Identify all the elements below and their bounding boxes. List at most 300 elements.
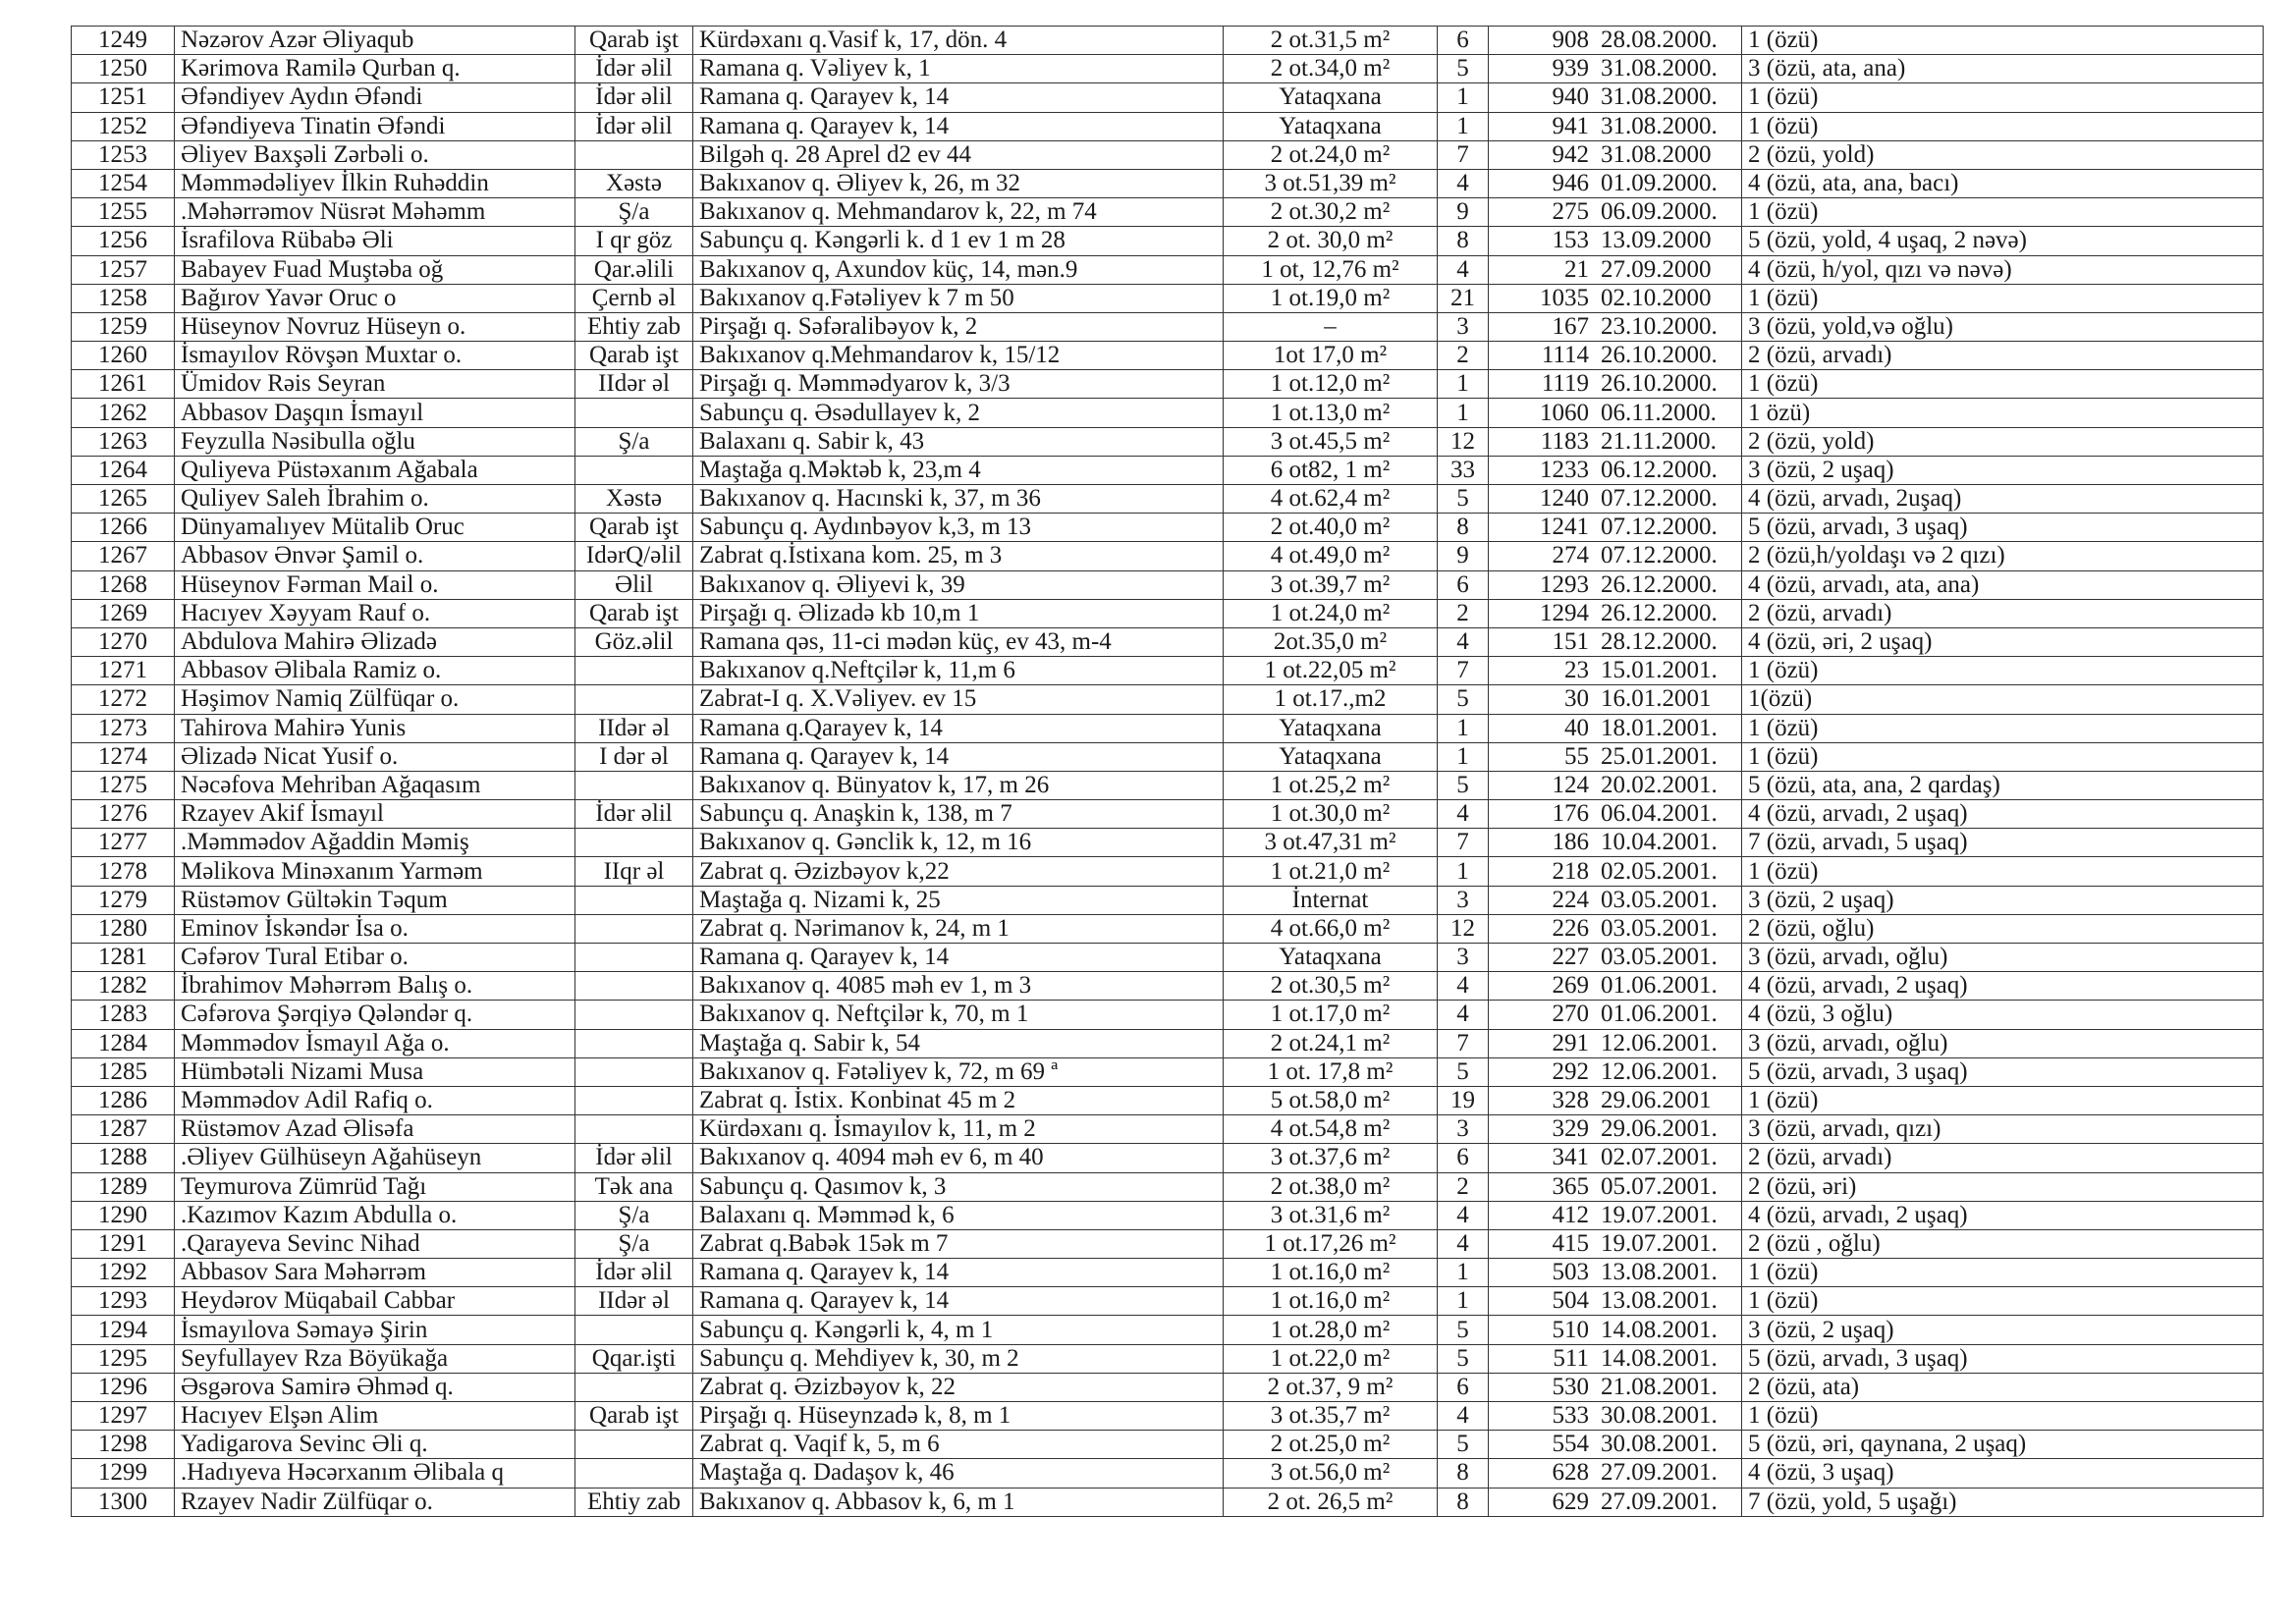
full-name-cell: Əlizadə Nicat Yusif o.	[175, 742, 575, 771]
registration-date: 29.06.2001	[1601, 1087, 1712, 1114]
full-name-cell: Kərimova Ramilə Qurban q.	[175, 55, 575, 83]
registration-cell	[1489, 399, 1742, 427]
full-name-cell: .Məmmədov Ağaddin Məmiş	[175, 829, 575, 857]
category-cell	[575, 456, 693, 484]
category-cell: I qr göz	[575, 227, 693, 255]
living-area-cell: İnternat	[1224, 886, 1438, 914]
registration-number: 153	[1552, 227, 1589, 254]
living-area-cell: 1 ot.16,0 m²	[1224, 1259, 1438, 1287]
family-count-cell: 4	[1438, 1229, 1489, 1258]
registration-cell	[1489, 599, 1742, 627]
registration-date: 03.05.2001.	[1601, 944, 1718, 971]
family-composition-cell: 1 (özü)	[1742, 742, 2264, 771]
registration-cell	[1489, 112, 1742, 140]
category-cell	[575, 657, 693, 685]
address-cell: Ramana q. Qarayev k, 14	[693, 83, 1224, 112]
full-name-cell: Abdulova Mahirə Əlizadə	[175, 627, 575, 656]
address-cell: Bakıxanov q. Neftçilər k, 70, m 1	[693, 1001, 1224, 1029]
row-number-cell: 1270	[72, 627, 175, 656]
family-count-cell: 12	[1438, 914, 1489, 943]
registration-cell	[1489, 714, 1742, 742]
registration-date: 21.08.2001.	[1601, 1373, 1718, 1400]
row-number-cell: 1279	[72, 886, 175, 914]
living-area-cell: 1 ot.19,0 m²	[1224, 284, 1438, 312]
registration-date: 10.04.2001.	[1601, 829, 1718, 856]
table-row	[72, 27, 2264, 55]
address-cell: Bakıxanov q. Hacınski k, 37, m 36	[693, 485, 1224, 514]
address-cell: Bakıxanov q. 4085 məh ev 1, m 3	[693, 972, 1224, 1001]
address-cell: Zabrat q. İstix. Konbinat 45 m 2	[693, 1086, 1224, 1114]
family-count-cell: 9	[1438, 542, 1489, 570]
registration-cell	[1489, 685, 1742, 714]
family-composition-cell: 2 (özü, oğlu)	[1742, 914, 2264, 943]
registration-number: 227	[1552, 944, 1589, 971]
family-composition-cell: 4 (özü, arvadı, ata, ana)	[1742, 570, 2264, 599]
registration-date: 31.08.2000.	[1601, 83, 1718, 111]
family-composition-cell: 2 (özü, arvadı)	[1742, 1144, 2264, 1172]
living-area-cell: Yataqxana	[1224, 944, 1438, 972]
table-row	[72, 1259, 2264, 1287]
registration-date: 21.11.2000.	[1601, 427, 1717, 455]
registration-number: 341	[1552, 1144, 1589, 1171]
registration-number: 365	[1552, 1172, 1589, 1200]
table-row	[72, 714, 2264, 742]
row-number-cell: 1289	[72, 1172, 175, 1201]
registration-cell	[1489, 1115, 1742, 1144]
row-number-cell: 1267	[72, 542, 175, 570]
family-count-cell: 1	[1438, 370, 1489, 399]
registration-cell	[1489, 1172, 1742, 1201]
table-row	[72, 1287, 2264, 1316]
table-row	[72, 427, 2264, 456]
living-area-cell: 2 ot.24,1 m²	[1224, 1029, 1438, 1057]
family-count-cell: 5	[1438, 1431, 1489, 1459]
family-count-cell: 6	[1438, 1373, 1489, 1401]
full-name-cell: Ümidov Rəis Seyran	[175, 370, 575, 399]
table-row	[72, 1431, 2264, 1459]
family-count-cell: 4	[1438, 800, 1489, 829]
category-cell: İdər əlil	[575, 55, 693, 83]
address-cell: Ramana q. Qarayev k, 14	[693, 944, 1224, 972]
full-name-cell: İsrafilova Rübabə Əli	[175, 227, 575, 255]
address-cell: Bakıxanov q. Əliyev k, 26, m 32	[693, 169, 1224, 197]
family-composition-cell: 1 (özü)	[1742, 284, 2264, 312]
registration-cell	[1489, 829, 1742, 857]
registration-cell	[1489, 857, 1742, 886]
address-cell: Sabunçu q. Əsədullayev k, 2	[693, 399, 1224, 427]
registration-number: 628	[1552, 1459, 1589, 1487]
category-cell: İdər əlil	[575, 1144, 693, 1172]
family-count-cell: 4	[1438, 972, 1489, 1001]
family-count-cell: 6	[1438, 27, 1489, 55]
address-cell: Bakıxanov q, Axundov küç, 14, mən.9	[693, 255, 1224, 284]
address-cell: Ramana qəs, 11-ci mədən küç, ev 43, m-4	[693, 627, 1224, 656]
family-composition-cell: 5 (özü, arvadı, 3 uşaq)	[1742, 1057, 2264, 1086]
row-number-cell: 1280	[72, 914, 175, 943]
registration-number: 186	[1552, 829, 1589, 856]
living-area-cell: 1 ot.17,26 m²	[1224, 1229, 1438, 1258]
row-number-cell: 1293	[72, 1287, 175, 1316]
full-name-cell: Məmmədov Adil Rafiq o.	[175, 1086, 575, 1114]
address-cell: Pirşağı q. Məmmədyarov k, 3/3	[693, 370, 1224, 399]
table-row	[72, 657, 2264, 685]
registration-number: 151	[1552, 628, 1589, 656]
row-number-cell: 1288	[72, 1144, 175, 1172]
row-number-cell: 1284	[72, 1029, 175, 1057]
registration-date: 01.06.2001.	[1601, 972, 1718, 1000]
registration-cell	[1489, 1459, 1742, 1488]
full-name-cell: Məmmədəliyev İlkin Ruhəddin	[175, 169, 575, 197]
registration-date: 06.11.2000.	[1601, 399, 1717, 426]
registration-date: 05.07.2001.	[1601, 1172, 1718, 1200]
full-name-cell: Bağırov Yavər Oruc o	[175, 284, 575, 312]
table-row	[72, 514, 2264, 542]
table-row	[72, 1172, 2264, 1201]
address-cell: Pirşağı q. Hüseynzadə k, 8, m 1	[693, 1402, 1224, 1431]
address-cell: Ramana q. Qarayev k, 14	[693, 1259, 1224, 1287]
category-cell	[575, 1431, 693, 1459]
living-area-cell: 2 ot.24,0 m²	[1224, 140, 1438, 169]
registration-cell	[1489, 914, 1742, 943]
table-row	[72, 1001, 2264, 1029]
registration-cell	[1489, 1086, 1742, 1114]
registration-cell	[1489, 1229, 1742, 1258]
address-cell: Pirşağı q. Əlizadə kb 10,m 1	[693, 599, 1224, 627]
living-area-cell: Yataqxana	[1224, 112, 1438, 140]
full-name-cell: Hacıyev Elşən Alim	[175, 1402, 575, 1431]
registration-number: 1119	[1541, 370, 1589, 398]
full-name-cell: Əsgərova Samirə Əhməd q.	[175, 1373, 575, 1401]
table-row	[72, 1029, 2264, 1057]
full-name-cell: Rzayev Nadir Zülfüqar o.	[175, 1488, 575, 1516]
family-count-cell: 1	[1438, 1287, 1489, 1316]
full-name-cell: Quliyeva Püstəxanım Ağabala	[175, 456, 575, 484]
category-cell: Xəstə	[575, 169, 693, 197]
registration-date: 18.01.2001.	[1601, 714, 1718, 741]
registration-number: 1240	[1540, 485, 1589, 513]
full-name-cell: Abbasov Daşqın İsmayıl	[175, 399, 575, 427]
full-name-cell: Məlikova Minəxanım Yarməm	[175, 857, 575, 886]
address-cell: Maştağa q.Məktəb k, 23,m 4	[693, 456, 1224, 484]
living-area-cell: 2 ot.38,0 m²	[1224, 1172, 1438, 1201]
registration-date: 27.09.2001.	[1601, 1459, 1718, 1487]
category-cell	[575, 1373, 693, 1401]
full-name-cell: Feyzulla Nəsibulla oğlu	[175, 427, 575, 456]
table-row	[72, 198, 2264, 227]
table-row	[72, 342, 2264, 370]
registration-date: 14.08.2001.	[1601, 1316, 1718, 1343]
full-name-cell: Əfəndiyeva Tinatin Əfəndi	[175, 112, 575, 140]
row-number-cell: 1250	[72, 55, 175, 83]
registration-cell	[1489, 198, 1742, 227]
registration-cell	[1489, 1057, 1742, 1086]
registration-cell	[1489, 342, 1742, 370]
family-composition-cell: 2 (özü, ata)	[1742, 1373, 2264, 1401]
family-count-cell: 1	[1438, 83, 1489, 112]
registration-date: 13.09.2000	[1601, 227, 1712, 254]
row-number-cell: 1272	[72, 685, 175, 714]
address-cell: Zabrat q. Nərimanov k, 24, m 1	[693, 914, 1224, 943]
registration-cell	[1489, 514, 1742, 542]
living-area-cell: 3 ot.51,39 m²	[1224, 169, 1438, 197]
family-count-cell: 6	[1438, 570, 1489, 599]
full-name-cell: Yadigarova Sevinc Əli q.	[175, 1431, 575, 1459]
living-area-cell: 4 ot.54,8 m²	[1224, 1115, 1438, 1144]
registration-cell	[1489, 83, 1742, 112]
living-area-cell: 4 ot.62,4 m²	[1224, 485, 1438, 514]
row-number-cell: 1256	[72, 227, 175, 255]
category-cell: I dər əl	[575, 742, 693, 771]
living-area-cell: 5 ot.58,0 m²	[1224, 1086, 1438, 1114]
registration-number: 533	[1552, 1402, 1589, 1430]
row-number-cell: 1297	[72, 1402, 175, 1431]
family-count-cell: 5	[1438, 1057, 1489, 1086]
living-area-cell: 1 ot.17.,m2	[1224, 685, 1438, 714]
full-name-cell: Rzayev Akif İsmayıl	[175, 800, 575, 829]
registration-date: 01.06.2001.	[1601, 1001, 1718, 1028]
living-area-cell: 1ot 17,0 m²	[1224, 342, 1438, 370]
row-number-cell: 1277	[72, 829, 175, 857]
registration-cell	[1489, 886, 1742, 914]
category-cell: Qqar.işti	[575, 1344, 693, 1373]
category-cell	[575, 771, 693, 799]
family-composition-cell: 3 (özü, yold,və oğlu)	[1742, 312, 2264, 341]
category-cell	[575, 914, 693, 943]
living-area-cell: 1 ot.24,0 m²	[1224, 599, 1438, 627]
registration-number: 1294	[1540, 599, 1589, 626]
table-row	[72, 456, 2264, 484]
row-number-cell: 1263	[72, 427, 175, 456]
table-row	[72, 284, 2264, 312]
row-number-cell: 1290	[72, 1201, 175, 1229]
category-cell: Qar.əlili	[575, 255, 693, 284]
full-name-cell: İsmayılov Rövşən Muxtar o.	[175, 342, 575, 370]
family-composition-cell: 4 (özü, ata, ana, bacı)	[1742, 169, 2264, 197]
registration-number: 1114	[1541, 342, 1589, 369]
full-name-cell: Eminov İskəndər İsa o.	[175, 914, 575, 943]
family-composition-cell: 2 (özü, yold)	[1742, 140, 2264, 169]
row-number-cell: 1259	[72, 312, 175, 341]
family-count-cell: 7	[1438, 657, 1489, 685]
living-area-cell: –	[1224, 312, 1438, 341]
row-number-cell: 1269	[72, 599, 175, 627]
row-number-cell: 1285	[72, 1057, 175, 1086]
row-number-cell: 1300	[72, 1488, 175, 1516]
address-cell: Zabrat q.İstixana kom. 25, m 3	[693, 542, 1224, 570]
registration-date: 31.08.2000.	[1601, 55, 1718, 82]
registration-date: 26.12.2000.	[1601, 599, 1718, 626]
table-row	[72, 1201, 2264, 1229]
registration-date: 06.12.2000.	[1601, 456, 1718, 483]
category-cell	[575, 886, 693, 914]
registration-cell	[1489, 542, 1742, 570]
registration-cell	[1489, 140, 1742, 169]
row-number-cell: 1281	[72, 944, 175, 972]
family-count-cell: 8	[1438, 227, 1489, 255]
row-number-cell: 1283	[72, 1001, 175, 1029]
table-row	[72, 227, 2264, 255]
family-composition-cell: 5 (özü, arvadı, 3 uşaq)	[1742, 1344, 2264, 1373]
address-cell: Ramana q. Vəliyev k, 1	[693, 55, 1224, 83]
registration-number: 412	[1552, 1201, 1589, 1228]
family-composition-cell: 1 (özü)	[1742, 1402, 2264, 1431]
category-cell	[575, 1115, 693, 1144]
registration-date: 19.07.2001.	[1601, 1229, 1718, 1257]
living-area-cell: 1 ot, 12,76 m²	[1224, 255, 1438, 284]
row-number-cell: 1287	[72, 1115, 175, 1144]
family-count-cell: 7	[1438, 829, 1489, 857]
registration-number: 328	[1552, 1087, 1589, 1114]
table-row	[72, 169, 2264, 197]
address-cell: Pirşağı q. Səfəralibəyov k, 2	[693, 312, 1224, 341]
family-composition-cell: 5 (özü, arvadı, 3 uşaq)	[1742, 514, 2264, 542]
table-row	[72, 1229, 2264, 1258]
category-cell: İdər əlil	[575, 83, 693, 112]
registration-number: 941	[1552, 112, 1589, 139]
family-composition-cell: 4 (özü, h/yol, qızı və nəvə)	[1742, 255, 2264, 284]
table-row	[72, 399, 2264, 427]
table-row	[72, 255, 2264, 284]
row-number-cell: 1252	[72, 112, 175, 140]
registration-cell	[1489, 944, 1742, 972]
full-name-cell: Tahirova Mahirə Yunis	[175, 714, 575, 742]
family-composition-cell: 4 (özü, arvadı, 2 uşaq)	[1742, 1201, 2264, 1229]
family-composition-cell: 2 (özü, əri)	[1742, 1172, 2264, 1201]
registration-cell	[1489, 657, 1742, 685]
row-number-cell: 1298	[72, 1431, 175, 1459]
row-number-cell: 1275	[72, 771, 175, 799]
family-composition-cell: 1 (özü)	[1742, 657, 2264, 685]
living-area-cell: 2 ot.25,0 m²	[1224, 1431, 1438, 1459]
full-name-cell: Babayev Fuad Muştəba oğ	[175, 255, 575, 284]
table-row	[72, 83, 2264, 112]
family-count-cell: 5	[1438, 1344, 1489, 1373]
registration-number: 292	[1552, 1057, 1589, 1085]
family-count-cell: 8	[1438, 1459, 1489, 1488]
registration-number: 629	[1552, 1488, 1589, 1515]
family-count-cell: 8	[1438, 1488, 1489, 1516]
family-count-cell: 1	[1438, 399, 1489, 427]
family-count-cell: 7	[1438, 1029, 1489, 1057]
registration-date: 16.01.2001	[1601, 685, 1712, 713]
category-cell: Qarab işt	[575, 27, 693, 55]
family-composition-cell: 1 (özü)	[1742, 83, 2264, 112]
address-cell: Ramana q. Qarayev k, 14	[693, 742, 1224, 771]
registration-date: 31.08.2000.	[1601, 112, 1718, 139]
living-area-cell: 4 ot.66,0 m²	[1224, 914, 1438, 943]
full-name-cell: Əfəndiyev Aydın Əfəndi	[175, 83, 575, 112]
category-cell: Qarab işt	[575, 342, 693, 370]
family-composition-cell: 3 (özü, 2 uşaq)	[1742, 456, 2264, 484]
family-composition-cell: 2 (özü, arvadı)	[1742, 342, 2264, 370]
registration-number: 1035	[1540, 284, 1589, 311]
family-count-cell: 3	[1438, 1115, 1489, 1144]
table-row	[72, 1316, 2264, 1344]
living-area-cell: 2 ot.37, 9 m²	[1224, 1373, 1438, 1401]
table-row	[72, 542, 2264, 570]
address-cell: Sabunçu q. Kəngərli k. d 1 ev 1 m 28	[693, 227, 1224, 255]
category-cell	[575, 1057, 693, 1086]
family-composition-cell: 1 (özü)	[1742, 370, 2264, 399]
address-cell: Kürdəxanı q. İsmayılov k, 11, m 2	[693, 1115, 1224, 1144]
family-composition-cell: 4 (özü, 3 oğlu)	[1742, 1001, 2264, 1029]
family-count-cell: 2	[1438, 599, 1489, 627]
full-name-cell: Nəzərov Azər Əliyaqub	[175, 27, 575, 55]
category-cell: Ş/a	[575, 427, 693, 456]
registration-number: 1183	[1540, 427, 1589, 455]
living-area-cell: 1 ot.12,0 m²	[1224, 370, 1438, 399]
table-row	[72, 944, 2264, 972]
registration-date: 27.09.2001.	[1601, 1488, 1718, 1515]
full-name-cell: Abbasov Əlibala Ramiz o.	[175, 657, 575, 685]
living-area-cell: Yataqxana	[1224, 742, 1438, 771]
address-cell: Bakıxanov q. Gənclik k, 12, m 16	[693, 829, 1224, 857]
table-row	[72, 1115, 2264, 1144]
full-name-cell: .Kazımov Kazım Abdulla o.	[175, 1201, 575, 1229]
family-composition-cell: 3 (özü, 2 uşaq)	[1742, 886, 2264, 914]
registration-number: 30	[1564, 685, 1589, 713]
family-composition-cell: 1 (özü)	[1742, 198, 2264, 227]
registration-number: 23	[1564, 657, 1589, 684]
table-row	[72, 370, 2264, 399]
full-name-cell: Dünyamalıyev Mütalib Oruc	[175, 514, 575, 542]
family-count-cell: 9	[1438, 198, 1489, 227]
full-name-cell: .Məhərrəmov Nüsrət Məhəmm	[175, 198, 575, 227]
category-cell: Əlil	[575, 570, 693, 599]
address-cell: Zabrat q. Əzizbəyov k,22	[693, 857, 1224, 886]
registration-date: 02.07.2001.	[1601, 1144, 1718, 1171]
family-composition-cell: 1 (özü)	[1742, 1086, 2264, 1114]
row-number-cell: 1271	[72, 657, 175, 685]
living-area-cell: 2 ot.30,2 m²	[1224, 198, 1438, 227]
registration-date: 20.02.2001.	[1601, 771, 1718, 798]
registration-date: 06.09.2000.	[1601, 198, 1718, 226]
living-area-cell: Yataqxana	[1224, 714, 1438, 742]
category-cell: Qarab işt	[575, 514, 693, 542]
full-name-cell: .Əliyev Gülhüseyn Ağahüseyn	[175, 1144, 575, 1172]
registration-cell	[1489, 742, 1742, 771]
category-cell	[575, 829, 693, 857]
table-row	[72, 140, 2264, 169]
registration-date: 30.08.2001.	[1601, 1431, 1718, 1458]
full-name-cell: Hüseynov Fərman Mail o.	[175, 570, 575, 599]
registration-date: 28.08.2000.	[1601, 27, 1718, 54]
table-row	[72, 485, 2264, 514]
living-area-cell: 3 ot.31,6 m²	[1224, 1201, 1438, 1229]
family-composition-cell: 1 (özü)	[1742, 857, 2264, 886]
family-composition-cell: 2 (özü , oğlu)	[1742, 1229, 2264, 1258]
living-area-cell: 2 ot.30,5 m²	[1224, 972, 1438, 1001]
address-cell: Zabrat q. Əzizbəyov k, 22	[693, 1373, 1224, 1401]
family-count-cell: 7	[1438, 140, 1489, 169]
full-name-cell: Rüstəmov Gültəkin Təqum	[175, 886, 575, 914]
registration-date: 03.05.2001.	[1601, 914, 1718, 942]
address-cell: Zabrat-I q. X.Vəliyev. ev 15	[693, 685, 1224, 714]
registration-cell	[1489, 627, 1742, 656]
address-cell: Zabrat q. Vaqif k, 5, m 6	[693, 1431, 1224, 1459]
registration-number: 510	[1552, 1316, 1589, 1343]
family-composition-cell: 1 (özü)	[1742, 112, 2264, 140]
address-cell: Bakıxanov q.Fətəliyev k 7 m 50	[693, 284, 1224, 312]
table-row	[72, 1086, 2264, 1114]
full-name-cell: Abbasov Ənvər Şamil o.	[175, 542, 575, 570]
registration-date: 13.08.2001.	[1601, 1287, 1718, 1315]
category-cell: Ehtiy zab	[575, 1488, 693, 1516]
registration-cell	[1489, 1488, 1742, 1516]
living-area-cell: 3 ot.45,5 m²	[1224, 427, 1438, 456]
registration-number: 176	[1552, 800, 1589, 828]
address-cell: Sabunçu q. Aydınbəyov k,3, m 13	[693, 514, 1224, 542]
